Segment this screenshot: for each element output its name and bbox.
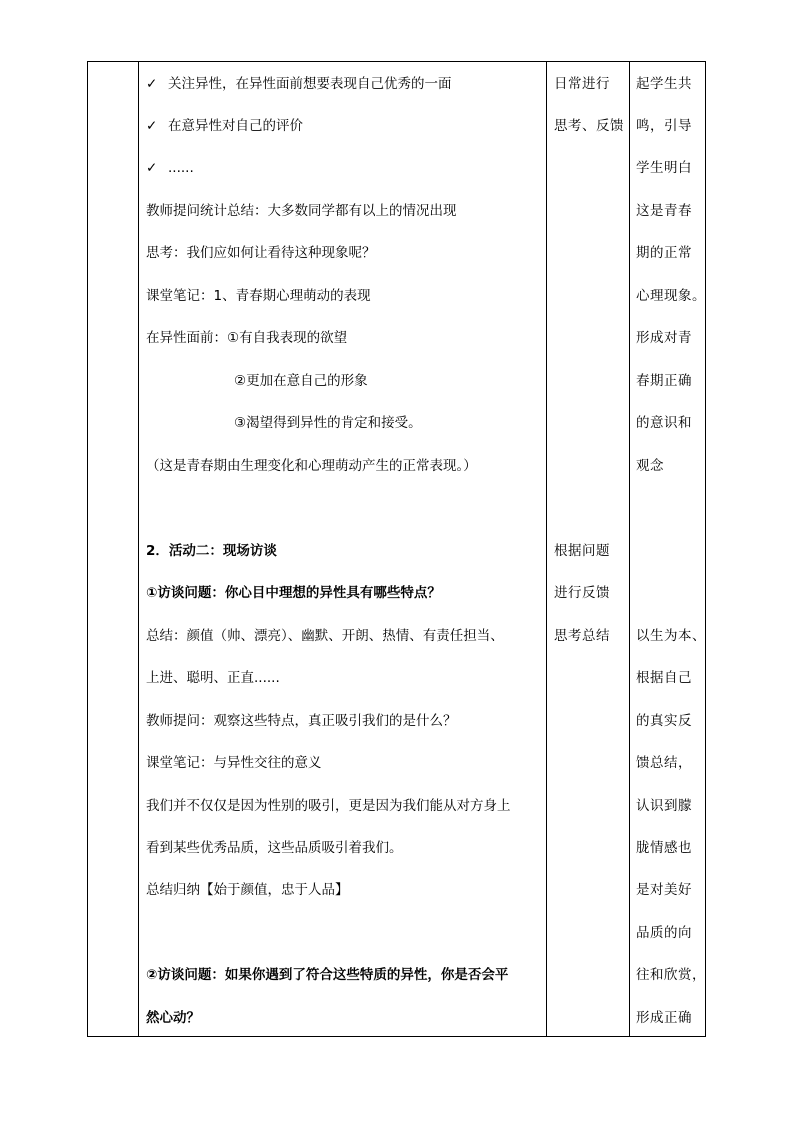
intent-line: 胧情感也 [636,840,692,856]
content-line: ✓ 在意异性对自己的评价 [146,118,303,134]
content-line: 总结：颜值（帅、漂亮）、幽默、开朗、热情、有责任担当、 [146,628,504,644]
check-icon: ✓ [146,76,158,92]
intent-line: 根据自己 [636,670,692,686]
student-line: 根据问题 [554,543,610,559]
intent-line: 的意识和 [636,415,692,431]
content-line: 教师提问统计总结：大多数同学都有以上的情况出现 [146,203,457,219]
content-line: 课堂笔记：与异性交往的意义 [146,755,322,771]
intent-line: 认识到朦 [636,798,692,814]
intent-line: 心理现象。 [636,288,706,304]
content-line: ③渴望得到异性的肯定和接受。 [234,415,422,431]
intent-line: 这是青春 [636,203,692,219]
intent-line: 往和欣赏， [636,967,706,983]
intent-line: 形成正确 [636,1010,692,1026]
interview-question: 然心动？ [146,1010,200,1026]
column-divider [138,62,139,1036]
content-line: ✓ ...... [146,160,194,176]
lesson-table [87,61,706,1037]
content-line: ✓ 关注异性，在异性面前想要表现自己优秀的一面 [146,76,452,92]
content-line: 上进、聪明、正直...... [146,670,280,686]
student-line: 思考、反馈 [554,118,624,134]
content-line: ②更加在意自己的形象 [234,373,368,389]
student-line: 日常进行 [554,76,610,92]
column-divider [629,62,630,1036]
content-line: 总结归纳【始于颜值，忠于人品】 [146,882,349,898]
check-icon: ✓ [146,118,158,134]
intent-line: 观念 [636,458,664,474]
student-line: 进行反馈 [554,585,610,601]
column-divider [546,62,547,1036]
interview-question: ②访谈问题：如果你遇到了符合这些特质的异性，你是否会平 [146,967,509,983]
content-line: 在异性面前：①有自我表现的欲望 [146,330,348,346]
intent-line: 春期正确 [636,373,692,389]
content-line: 课堂笔记：1、青春期心理萌动的表现 [146,288,371,304]
intent-line: 学生明白 [636,160,692,176]
student-line: 思考总结 [554,628,610,644]
content-line: （这是青春期由生理变化和心理萌动产生的正常表现。） [146,458,477,474]
intent-line: 期的正常 [636,245,692,261]
intent-line: 馈总结， [636,755,692,771]
content-line: 教师提问：观察这些特点，真正吸引我们的是什么？ [146,713,457,729]
intent-line: 是对美好 [636,882,692,898]
content-line: 看到某些优秀品质，这些品质吸引着我们。 [146,840,403,856]
interview-question: ①访谈问题：你心目中理想的异性具有哪些特点？ [146,585,441,601]
content-line: 我们并不仅仅是因为性别的吸引，更是因为我们能从对方身上 [146,798,511,814]
content-line: 思考：我们应如何让看待这种现象呢？ [146,245,376,261]
intent-line: 鸣，引导 [636,118,692,134]
intent-line: 品质的向 [636,925,692,941]
activity-heading: 2．活动二：现场访谈 [146,543,277,559]
intent-line: 起学生共 [636,76,692,92]
intent-line: 形成对青 [636,330,692,346]
intent-line: 的真实反 [636,713,692,729]
intent-line: 以生为本、 [636,628,706,644]
check-icon: ✓ [146,160,158,176]
